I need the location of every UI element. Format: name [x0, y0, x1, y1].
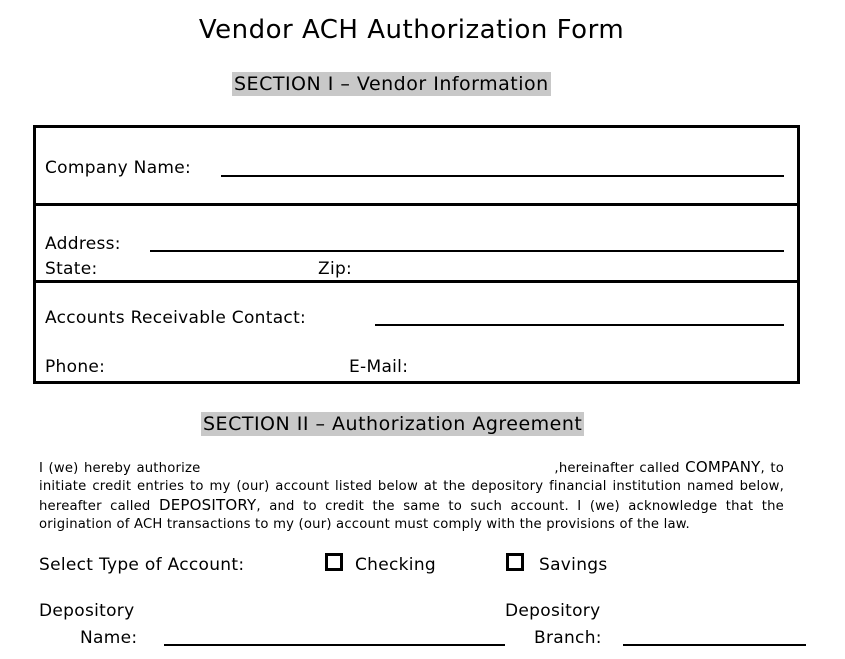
- checking-label: Checking: [355, 555, 436, 575]
- section-1-heading: SECTION I – Vendor Information: [234, 73, 549, 95]
- ar-contact-field[interactable]: [375, 324, 784, 326]
- company-name-label: Company Name:: [45, 158, 192, 178]
- para-part-3: , to initiate credit entries to my (our) account listed below at the depository financial institution named below, hereafter called: [39, 461, 784, 514]
- form-title: Vendor ACH Authorization Form: [198, 15, 625, 45]
- depository-branch-field[interactable]: [623, 644, 806, 646]
- authorization-paragraph: [39, 458, 784, 534]
- state-label: State:: [45, 259, 98, 279]
- ar-contact-label: Accounts Receivable Contact:: [45, 308, 307, 328]
- savings-label: Savings: [539, 555, 608, 575]
- phone-label: Phone:: [45, 357, 106, 377]
- para-company: COMPANY: [685, 458, 761, 476]
- para-part-1: I (we) hereby authorize: [39, 461, 201, 476]
- depository-name-label-1: Depository: [39, 601, 135, 621]
- depository-name-label-2: Name:: [80, 628, 138, 648]
- email-label: E-Mail:: [349, 357, 409, 377]
- depository-branch-label-1: Depository: [505, 601, 601, 621]
- box-divider-2: [33, 280, 800, 283]
- address-field[interactable]: [150, 250, 784, 252]
- checking-checkbox[interactable]: [325, 553, 343, 571]
- para-part-4: , and to credit the same to such account. I (we) acknowledge that the origination of ACH transactions to my (our) account must comply with the provisions of the law.: [39, 499, 784, 532]
- box-divider-1: [33, 203, 800, 206]
- address-label: Address:: [45, 234, 121, 254]
- zip-label: Zip:: [318, 259, 353, 279]
- depository-branch-label-2: Branch:: [534, 628, 602, 648]
- section-2-heading: SECTION II – Authorization Agreement: [203, 413, 583, 435]
- para-part-2: ,hereinafter called: [554, 461, 686, 476]
- para-depository: DEPOSITORY: [158, 496, 257, 514]
- depository-name-field[interactable]: [164, 644, 505, 646]
- company-name-field[interactable]: [221, 175, 784, 177]
- savings-checkbox[interactable]: [506, 553, 524, 571]
- select-account-type-label: Select Type of Account:: [39, 555, 245, 575]
